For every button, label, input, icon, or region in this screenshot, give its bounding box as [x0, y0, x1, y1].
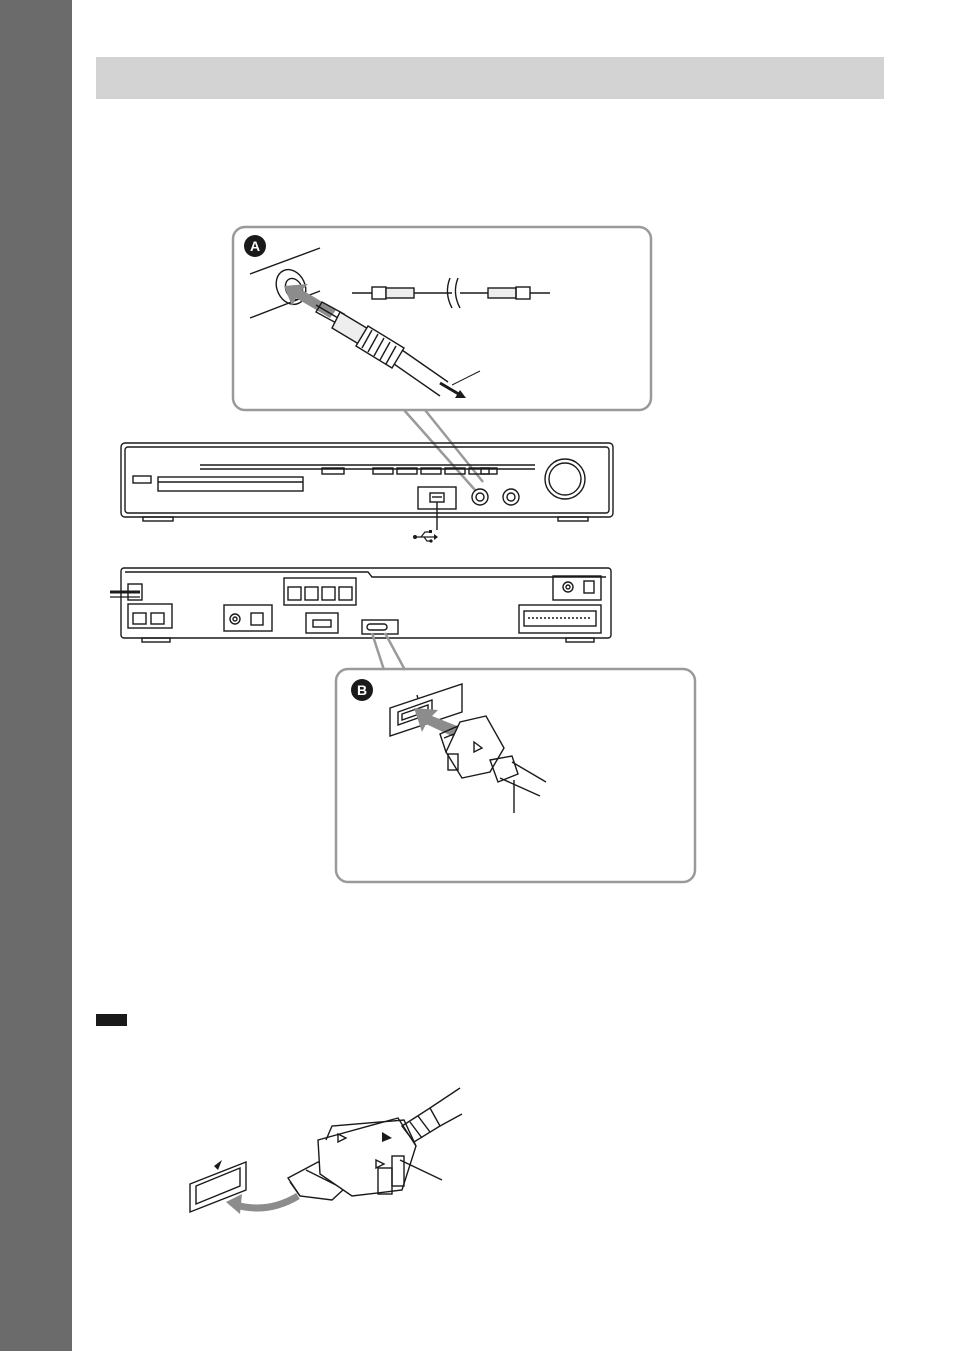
front-panel: [121, 443, 613, 521]
callout-a-badge: [244, 235, 266, 257]
audio-in-jack-detail: [250, 248, 320, 318]
connector-with-cover: [288, 1088, 462, 1200]
callout-a-letter: A: [249, 238, 261, 254]
usb-icon: [413, 530, 438, 543]
pull-arrow-a: [440, 371, 480, 398]
curved-arrow: [226, 1194, 298, 1214]
callout-b-letter: B: [356, 682, 368, 698]
stereo-mini-cable: [352, 278, 550, 308]
callout-b-badge: [351, 679, 373, 701]
mini-plug-large: [316, 302, 448, 396]
rear-panel: [110, 568, 611, 642]
callout-a-leader: [404, 410, 483, 490]
